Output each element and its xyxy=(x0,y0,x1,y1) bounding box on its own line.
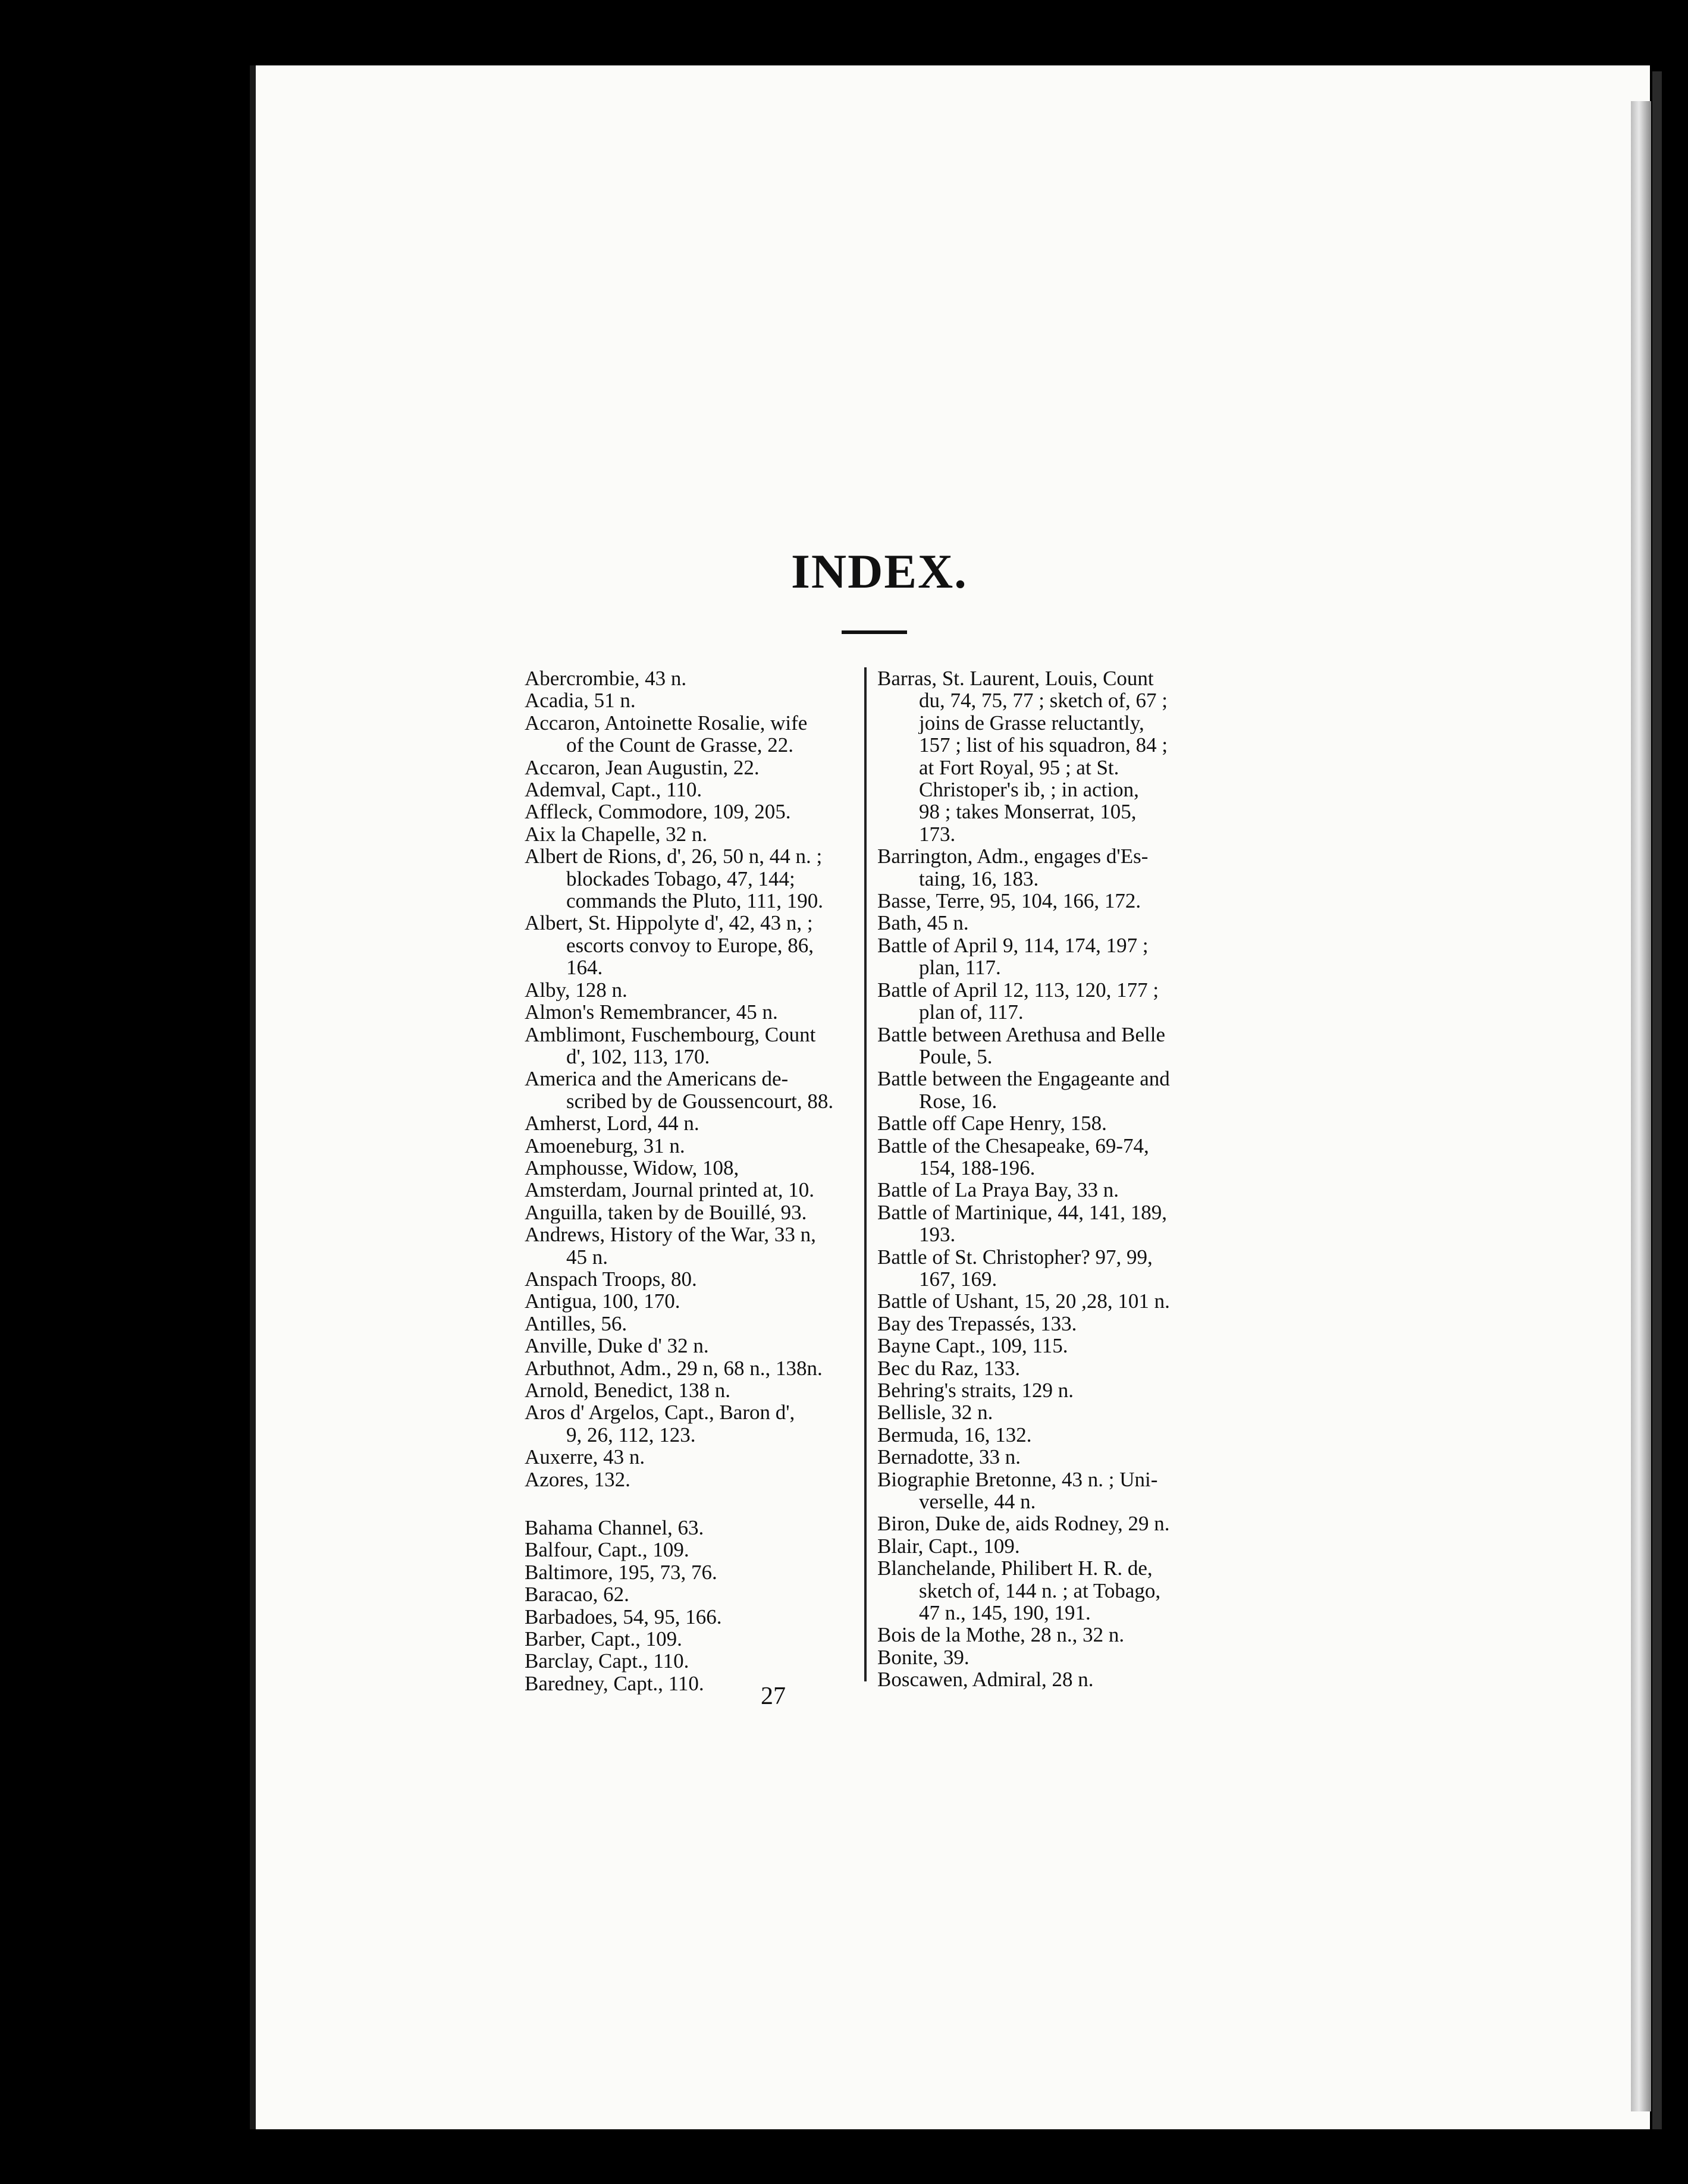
index-entry xyxy=(525,757,865,779)
index-entry-line: Albert de Rions, d', 26, 50 n, 44 n. ; xyxy=(525,845,823,868)
index-entry-continuation: Rose, 16. xyxy=(919,1090,997,1113)
page-right-edge xyxy=(1631,101,1651,2111)
index-entry xyxy=(525,1201,865,1223)
index-entry xyxy=(525,779,865,801)
index-entry xyxy=(525,1068,865,1112)
index-entry xyxy=(525,1650,865,1672)
index-entry-line: Battle of April 12, 113, 120, 177 ; xyxy=(877,978,1159,1002)
index-entry xyxy=(525,1446,865,1468)
index-entry-line: Battle of Martinique, 44, 141, 189, xyxy=(877,1201,1168,1224)
index-entry-line: Battle of St. Christopher? 97, 99, xyxy=(877,1245,1153,1268)
page-title: INDEX. xyxy=(791,544,968,598)
index-entry-line: Barbadoes, 54, 95, 166. xyxy=(525,1605,722,1628)
index-entry-line: Amphousse, Widow, 108, xyxy=(525,1156,739,1179)
index-entry xyxy=(525,801,865,823)
index-entry xyxy=(525,1135,865,1157)
index-entry-continuation: 154, 188-196. xyxy=(919,1156,1036,1179)
index-entry-continuation: of the Count de Grasse, 22. xyxy=(566,734,794,757)
index-entry xyxy=(877,1135,1216,1179)
index-entry-line: Blair, Capt., 109. xyxy=(877,1535,1020,1558)
index-entry-line: Aros d' Argelos, Capt., Baron d', xyxy=(525,1401,795,1424)
index-entry xyxy=(525,1157,865,1179)
index-entry-line: Bernadotte, 33 n. xyxy=(877,1446,1021,1468)
index-entry-line: Auxerre, 43 n. xyxy=(525,1446,645,1468)
index-entry-line: Baracao, 62. xyxy=(525,1583,629,1606)
index-entry-continuation: sketch of, 144 n. ; at Tobago, xyxy=(919,1579,1161,1602)
index-entry-line: Antigua, 100, 170. xyxy=(525,1290,680,1313)
index-entry-line: Acadia, 51 n. xyxy=(525,689,636,712)
index-entry xyxy=(525,1517,865,1539)
index-entry-continuation: plan of, 117. xyxy=(919,1001,1024,1024)
index-entry-line: Arnold, Benedict, 138 n. xyxy=(525,1379,731,1402)
index-entry-continuation: 193. xyxy=(919,1223,956,1246)
index-entry-line: Balfour, Capt., 109. xyxy=(525,1539,689,1561)
index-entry xyxy=(525,1290,865,1312)
index-entry-line: Amoeneburg, 31 n. xyxy=(525,1134,685,1157)
index-entry xyxy=(877,1468,1216,1513)
index-column-left xyxy=(525,667,865,1695)
index-entry-line: Accaron, Antoinette Rosalie, wife xyxy=(525,711,808,735)
index-entry-line: Amherst, Lord, 44 n. xyxy=(525,1112,699,1135)
index-entry xyxy=(877,1201,1216,1246)
column-divider xyxy=(864,667,867,1681)
index-entry-continuation: plan, 117. xyxy=(919,956,1001,979)
index-entry-continuation: 167, 169. xyxy=(919,1267,997,1291)
index-entry xyxy=(525,1539,865,1561)
index-entry xyxy=(525,1628,865,1650)
index-entry xyxy=(525,823,865,845)
index-entry-line: Abercrombie, 43 n. xyxy=(525,667,687,690)
index-entry-line: Bahama Channel, 63. xyxy=(525,1517,704,1539)
index-entry xyxy=(877,890,1216,912)
index-column-right xyxy=(877,667,1216,1691)
index-entry-line: Battle off Cape Henry, 158. xyxy=(877,1112,1107,1135)
index-entry-line: Amblimont, Fuschembourg, Count xyxy=(525,1023,816,1046)
index-entry xyxy=(877,1668,1216,1690)
index-entry-line: Azores, 132. xyxy=(525,1468,630,1491)
index-entry-line: Battle of the Chesapeake, 69-74, xyxy=(877,1134,1149,1157)
index-entry xyxy=(525,1024,865,1068)
index-entry-line: Behring's straits, 129 n. xyxy=(877,1379,1074,1402)
index-entry xyxy=(525,1672,865,1695)
index-entry-continuation: commands the Pluto, 111, 190. xyxy=(566,890,823,912)
index-entry-line: Accaron, Jean Augustin, 22. xyxy=(525,756,760,779)
index-entry-continuation: Christoper's ib, ; in action, xyxy=(919,779,1139,801)
index-entry xyxy=(525,845,865,912)
index-entry-continuation: 45 n. xyxy=(566,1245,608,1268)
index-entry-continuation: d', 102, 113, 170. xyxy=(566,1045,710,1068)
index-entry xyxy=(525,1313,865,1335)
index-entry-continuation: 164. xyxy=(566,956,603,979)
index-entry-line: Alby, 128 n. xyxy=(525,978,627,1002)
index-entry-line: Biographie Bretonne, 43 n. ; Uni- xyxy=(877,1468,1158,1491)
index-entry xyxy=(877,1246,1216,1291)
page-number: 27 xyxy=(761,1683,786,1710)
index-entry-continuation: joins de Grasse reluctantly, xyxy=(919,711,1144,735)
index-entry-continuation: 173. xyxy=(919,823,956,846)
index-entry-continuation: 98 ; takes Monserrat, 105, xyxy=(919,801,1137,823)
index-entry xyxy=(525,1606,865,1628)
index-entry-line: Almon's Remembrancer, 45 n. xyxy=(525,1001,778,1024)
index-entry-line: Bath, 45 n. xyxy=(877,912,969,934)
index-entry xyxy=(525,1223,865,1268)
index-entry xyxy=(525,1583,865,1605)
index-entry-continuation: Poule, 5. xyxy=(919,1045,993,1068)
index-entry xyxy=(877,1179,1216,1201)
index-entry xyxy=(877,1401,1216,1423)
index-entry xyxy=(877,1535,1216,1557)
index-entry-continuation: verselle, 44 n. xyxy=(919,1490,1036,1513)
index-entry-line: Battle of April 9, 114, 174, 197 ; xyxy=(877,934,1149,957)
index-entry-line: Arbuthnot, Adm., 29 n, 68 n., 138n. xyxy=(525,1357,823,1379)
index-entry xyxy=(877,1446,1216,1468)
index-entry-line: Barras, St. Laurent, Louis, Count xyxy=(877,667,1154,690)
index-entry-line: Barber, Capt., 109. xyxy=(525,1628,682,1650)
index-entry-line: Battle between Arethusa and Belle xyxy=(877,1023,1166,1046)
title-rule xyxy=(842,630,907,634)
index-entry xyxy=(877,1024,1216,1068)
index-entry-line: Bec du Raz, 133. xyxy=(877,1357,1021,1379)
index-entry xyxy=(525,1468,865,1490)
index-entry-line: Bay des Trepassés, 133. xyxy=(877,1312,1077,1335)
index-entry-continuation: du, 74, 75, 77 ; sketch of, 67 ; xyxy=(919,689,1168,712)
index-entry-line: Ademval, Capt., 110. xyxy=(525,779,702,801)
index-entry xyxy=(525,1268,865,1290)
index-entry xyxy=(525,712,865,757)
index-entry xyxy=(525,1001,865,1023)
index-entry xyxy=(525,1179,865,1201)
index-entry-line: Battle of Ushant, 15, 20 ,28, 101 n. xyxy=(877,1290,1170,1313)
index-entry-line: Baltimore, 195, 73, 76. xyxy=(525,1561,717,1584)
index-entry-line: Albert, St. Hippolyte d', 42, 43 n, ; xyxy=(525,912,813,934)
index-entry-line: Antilles, 56. xyxy=(525,1312,627,1335)
index-entry xyxy=(525,667,865,689)
index-entry xyxy=(877,1290,1216,1312)
index-entry-line: Amsterdam, Journal printed at, 10. xyxy=(525,1179,814,1201)
index-entry xyxy=(877,1513,1216,1535)
index-entry xyxy=(525,1357,865,1379)
index-entry xyxy=(525,979,865,1001)
index-entry-continuation: 9, 26, 112, 123. xyxy=(566,1423,696,1446)
index-entry-line: Bois de la Mothe, 28 n., 32 n. xyxy=(877,1624,1125,1646)
index-entry xyxy=(877,1112,1216,1134)
index-entry xyxy=(877,934,1216,979)
index-entry xyxy=(877,1335,1216,1357)
index-entry-line: Bayne Capt., 109, 115. xyxy=(877,1335,1068,1357)
index-entry-continuation: 47 n., 145, 190, 191. xyxy=(919,1602,1091,1624)
index-entry-line: Battle between the Engageante and xyxy=(877,1068,1170,1090)
index-entry-continuation: 157 ; list of his squadron, 84 ; xyxy=(919,734,1168,757)
index-entry xyxy=(877,912,1216,934)
index-entry-line: Basse, Terre, 95, 104, 166, 172. xyxy=(877,890,1141,912)
index-entry-line: Barrington, Adm., engages d'Es- xyxy=(877,845,1149,868)
index-entry xyxy=(525,1112,865,1134)
index-entry-line: Barclay, Capt., 110. xyxy=(525,1650,689,1672)
index-entry-line: America and the Americans de- xyxy=(525,1068,789,1090)
index-entry xyxy=(525,1379,865,1401)
index-entry xyxy=(877,845,1216,890)
index-entry xyxy=(877,1557,1216,1624)
index-entry-line: Anville, Duke d' 32 n. xyxy=(525,1335,709,1357)
index-entry xyxy=(877,667,1216,845)
index-entry-line: Anspach Troops, 80. xyxy=(525,1267,697,1291)
index-entry-continuation: at Fort Royal, 95 ; at St. xyxy=(919,756,1119,779)
index-entry-line: Baredney, Capt., 110. xyxy=(525,1672,704,1695)
index-entry xyxy=(877,1624,1216,1646)
index-entry-line: Blanchelande, Philibert H. R. de, xyxy=(877,1557,1153,1580)
index-entry-continuation: blockades Tobago, 47, 144; xyxy=(566,867,795,890)
index-entry xyxy=(877,1313,1216,1335)
index-entry-line: Biron, Duke de, aids Rodney, 29 n. xyxy=(877,1513,1170,1535)
index-entry-line: Boscawen, Admiral, 28 n. xyxy=(877,1668,1094,1691)
index-entry-line: Battle of La Praya Bay, 33 n. xyxy=(877,1179,1119,1201)
index-entry xyxy=(525,912,865,978)
index-entry xyxy=(877,1357,1216,1379)
index-entry-line: Affleck, Commodore, 109, 205. xyxy=(525,801,791,823)
index-entry xyxy=(525,1335,865,1357)
index-entry-line: Anguilla, taken by de Bouillé, 93. xyxy=(525,1201,807,1224)
index-entry-line: Andrews, History of the War, 33 n, xyxy=(525,1223,816,1246)
index-entry xyxy=(525,1401,865,1446)
index-entry xyxy=(877,1068,1216,1112)
index-entry-line: Aix la Chapelle, 32 n. xyxy=(525,823,708,846)
binding-shadow xyxy=(1652,71,1662,2129)
index-entry xyxy=(525,689,865,711)
index-entry-continuation: scribed by de Goussencourt, 88. xyxy=(566,1090,834,1113)
index-entry xyxy=(877,1646,1216,1668)
index-section-gap xyxy=(525,1490,865,1517)
index-entry-continuation: escorts convoy to Europe, 86, xyxy=(566,934,814,957)
index-entry-line: Bonite, 39. xyxy=(877,1646,969,1669)
index-entry xyxy=(877,1379,1216,1401)
index-entry xyxy=(877,979,1216,1024)
index-entry-line: Bermuda, 16, 132. xyxy=(877,1423,1032,1446)
index-entry xyxy=(877,1424,1216,1446)
index-entry xyxy=(525,1561,865,1583)
index-entry-line: Bellisle, 32 n. xyxy=(877,1401,993,1424)
index-entry-continuation: taing, 16, 183. xyxy=(919,867,1039,890)
